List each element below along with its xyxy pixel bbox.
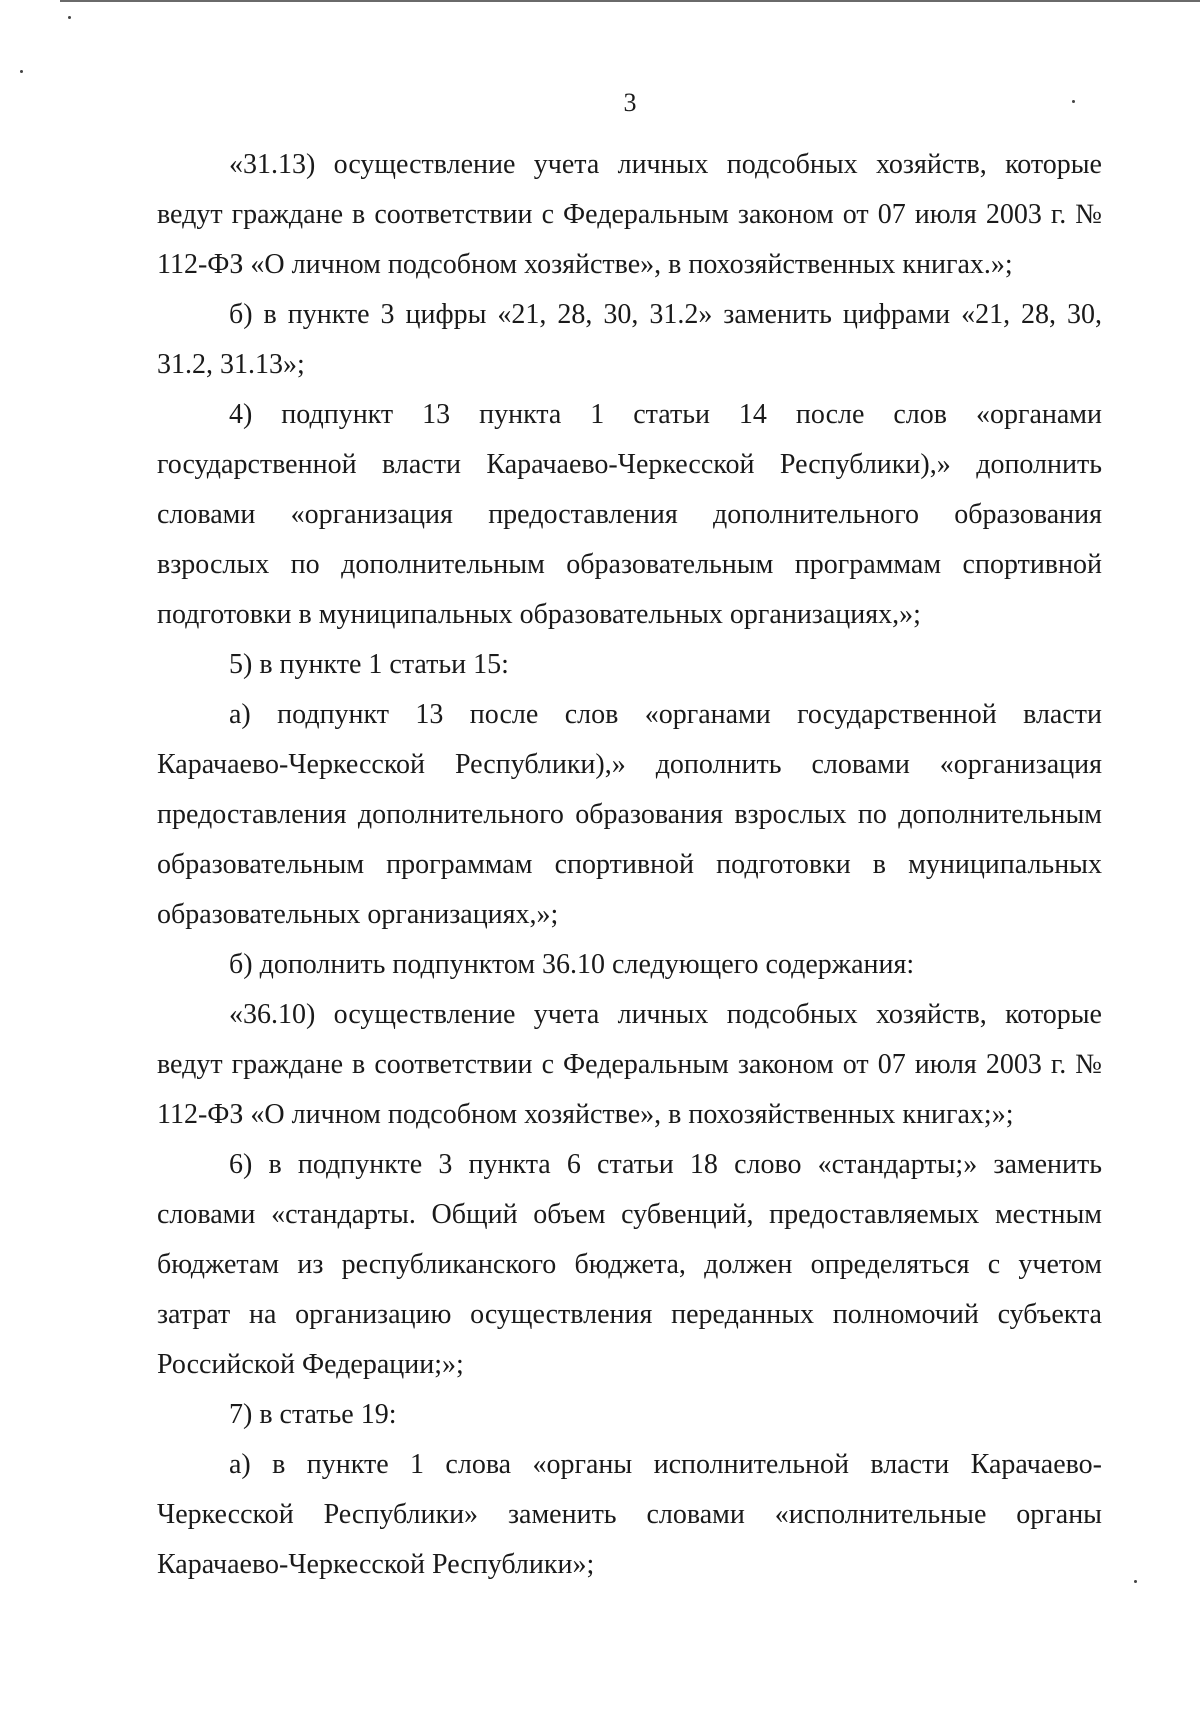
paragraph-5-article-15: 5) в пункте 1 статьи 15: (229, 649, 509, 680)
scan-speck (20, 70, 23, 73)
scan-top-edge-line (60, 0, 1200, 2)
paragraph-b-point-3: б) в пункте 3 цифры «21, 28, 30, 31.2» заменить цифрами «21, 28, 30, 31.2, 31.13»; (157, 299, 1102, 380)
paragraph-a-subpoint-13: а) подпункт 13 после слов «органами государственной власти Карачаево-Черкесской Республики),» дополнить словами «организация предоставления дополнительного образования взрослых по дополнительным образовательным программам спортивной подготовки в муниципальных образовательных организациях,»; (157, 699, 1102, 930)
document-body (157, 140, 1102, 1590)
scan-speck (68, 16, 71, 19)
page-number: 3 (623, 88, 637, 117)
paragraph-4-article-14: 4) подпункт 13 пункта 1 статьи 14 после слов «органами государственной власти Карачаево-Черкесской Республики),» дополнить словами «организация предоставления дополнительного образования взрослых по дополнительным образовательным программам спортивной подготовки в муниципальных образовательных организациях,»; (157, 399, 1102, 630)
paragraph-31-13: «31.13) осуществление учета личных подсобных хозяйств, которые ведут граждане в соответствии с Федеральным законом от 07 июля 2003 г. № 112-ФЗ «О личном подсобном хозяйстве», в похозяйственных книгах.»; (157, 149, 1102, 280)
paragraph-a-point-1: а) в пункте 1 слова «органы исполнительной власти Карачаево-Черкесской Республики» заменить словами «исполнительные органы Карачаево-Черкесской Республики»; (157, 1449, 1102, 1580)
paragraph-6-article-18: 6) в подпункте 3 пункта 6 статьи 18 слово «стандарты;» заменить словами «стандарты. Общий объем субвенций, предоставляемых местным бюджетам из республиканского бюджета, должен определяться с учетом затрат на организацию осуществления переданных полномочий субъекта Российской Федерации;»; (157, 1149, 1102, 1380)
paragraph-b-subpoint-36-10: б) дополнить подпунктом 36.10 следующего содержания: (229, 949, 915, 980)
paragraph-7-article-19: 7) в статье 19: (229, 1399, 397, 1430)
scan-speck (1134, 1580, 1137, 1583)
paragraph-36-10: «36.10) осуществление учета личных подсобных хозяйств, которые ведут граждане в соответствии с Федеральным законом от 07 июля 2003 г. № 112-ФЗ «О личном подсобном хозяйстве», в похозяйственных книгах;»; (157, 999, 1102, 1130)
